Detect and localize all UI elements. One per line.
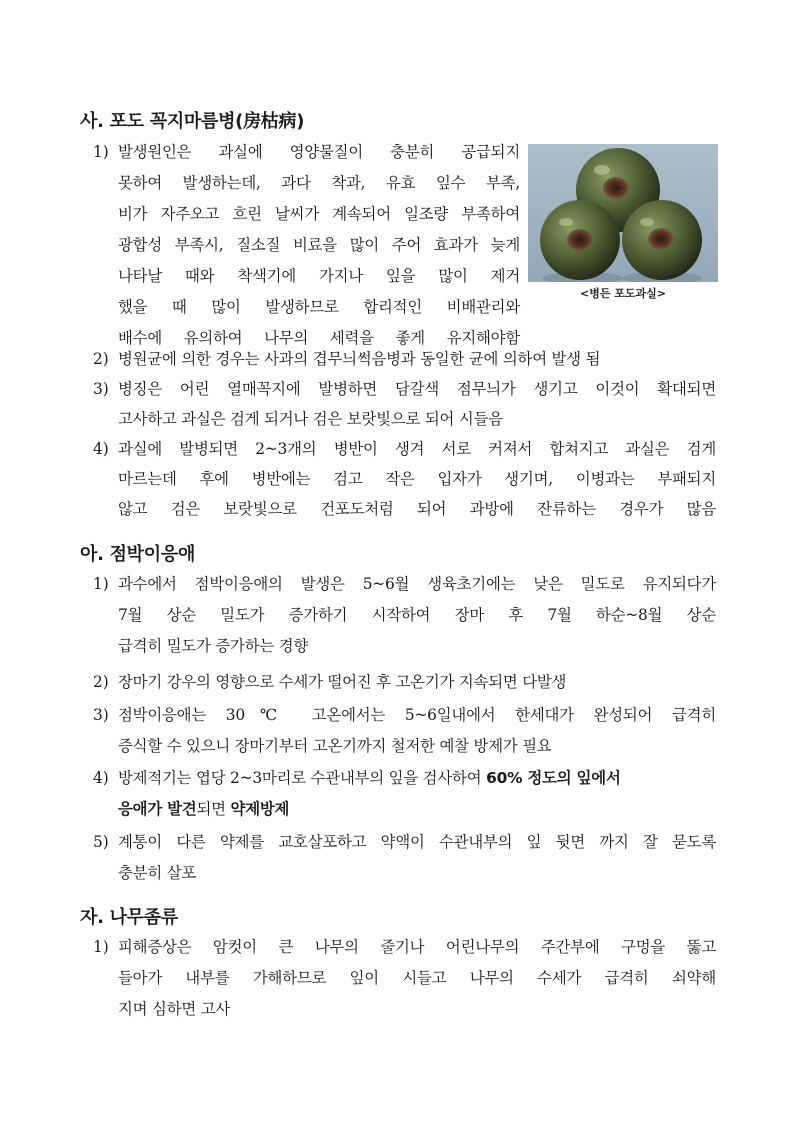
text-run: 되면 (196, 800, 231, 818)
paragraph-line (118, 767, 716, 789)
item-number: 2) (93, 350, 109, 368)
paragraph-line: 과실에 발병되면 2~3개의 병반이 생겨 서로 커져서 합쳐지고 과실은 검게 (118, 440, 716, 458)
section-heading-grape-rot: 사. 포도 꼭지마름병(房枯病) (80, 111, 305, 132)
paragraph-line: 광합성 부족시, 질소질 비료을 많이 주어 효과가 늦게 (118, 236, 520, 254)
paragraph-line: 장마기 강우의 영향으로 수세가 떨어진 후 고온기가 지속되면 다발생 (118, 673, 567, 691)
item-number: 5) (93, 833, 109, 851)
section-heading-bark-beetle: 자. 나무좀류 (80, 907, 178, 928)
paragraph-line: 과수에서 점박이응애의 발생은 5~6월 생육초기에는 낮은 밀도로 유지되다가 (118, 575, 716, 593)
item-number: 3) (93, 706, 109, 724)
item-number: 1) (93, 575, 109, 593)
paragraph-line: 충분히 살포 (118, 864, 197, 882)
image-caption: <병든 포도과실> (579, 287, 667, 300)
paragraph-line: 했을 때 많이 발생하므로 합리적인 비배관리와 (118, 298, 520, 316)
paragraph-line: 피해증상은 암컷이 큰 나무의 줄기나 어린나무의 주간부에 구멍을 뚫고 (118, 938, 716, 956)
paragraph-line: 7월 상순 밀도가 증가하기 시작하여 장마 후 7월 하순~8월 상순 (118, 606, 716, 624)
text-run: 방제적기는 엽당 2~3마리로 수관내부의 잎을 검사하여 (118, 769, 487, 787)
item-number: 4) (93, 769, 109, 787)
paragraph-line: 마르는데 후에 병반에는 검고 작은 입자가 생기며, 이병과는 부패되지 (118, 470, 716, 488)
item-number: 1) (93, 143, 109, 161)
paragraph-line: 계통이 다른 약제를 교호살포하고 약액이 수관내부의 잎 뒷면 까지 잘 묻도록 (118, 833, 716, 851)
paragraph-line: 배수에 유의하여 나무의 세력을 좋게 유지해야함 (118, 329, 520, 347)
paragraph-line: 발생원인은 과실에 영양물질이 충분히 공급되지 (118, 143, 520, 161)
paragraph-line: 나타날 때와 착색기에 가지나 잎을 많이 제거 (118, 267, 520, 285)
paragraph-line: 병징은 어린 열매꼭지에 발병하면 담갈색 점무늬가 생기고 이것이 확대되면 (118, 380, 716, 398)
paragraph-line: 병원균에 의한 경우는 사과의 겹무늬썩음병과 동일한 균에 의하여 발생 됨 (118, 350, 601, 368)
paragraph-line: 들아가 내부를 가해하므로 잎이 시들고 나무의 수세가 급격히 쇠약해 (118, 969, 716, 987)
item-number: 2) (93, 673, 109, 691)
paragraph-line (118, 798, 289, 820)
diseased-grape-photo (528, 144, 718, 282)
paragraph-line: 못하여 발생하는데, 과다 착과, 유효 잎수 부족, (118, 174, 520, 192)
emphasis-text: 약제방제 (230, 800, 290, 818)
paragraph-line: 고사하고 과실은 검게 되거나 검은 보랏빛으로 되어 시들음 (118, 410, 503, 428)
emphasis-text: 응애가 발견 (118, 800, 197, 818)
paragraph-line: 점박이응애는 30℃ 고온에서는 5~6일내에서 한세대가 완성되어 급격히 (118, 706, 716, 724)
paragraph-line: 급격히 밀도가 증가하는 경향 (118, 637, 309, 655)
item-number: 1) (93, 938, 109, 956)
paragraph-line: 지며 심하면 고사 (118, 1000, 231, 1018)
item-number: 4) (93, 440, 109, 458)
paragraph-line: 증식할 수 있으니 장마기부터 고온기까지 철저한 예찰 방제가 필요 (118, 737, 552, 755)
paragraph-line: 비가 자주오고 흐린 날씨가 계속되어 일조량 부족하여 (118, 205, 520, 223)
section-heading-spider-mite: 아. 점박이응애 (80, 544, 196, 565)
emphasis-text: 60% 정도의 잎에서 (486, 769, 621, 787)
item-number: 3) (93, 380, 109, 398)
paragraph-line: 않고 검은 보랏빛으로 건포도처럼 되어 과방에 잔류하는 경우가 많음 (118, 500, 716, 518)
